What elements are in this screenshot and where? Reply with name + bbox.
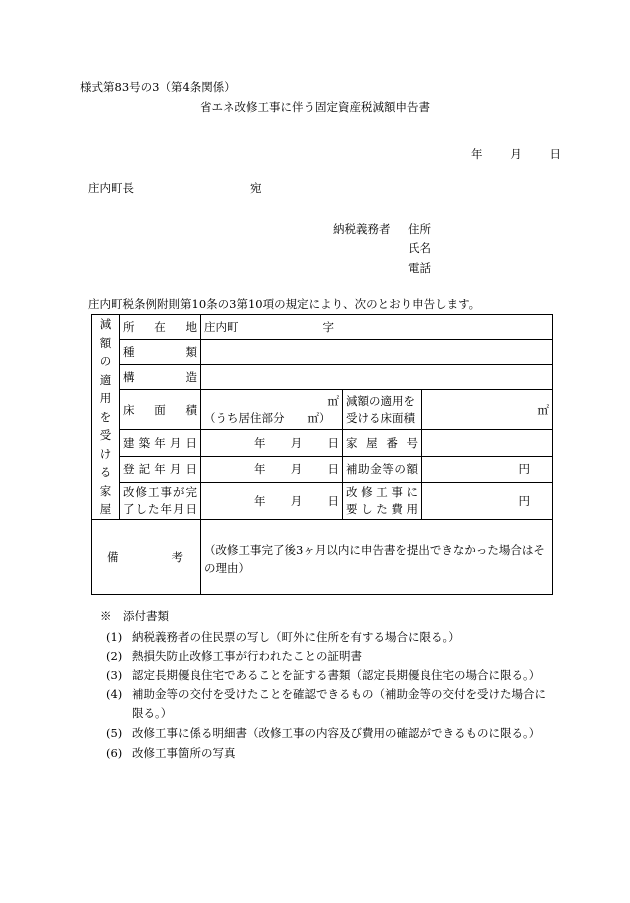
structure-label: 構 造	[120, 365, 201, 390]
intro-text: 庄内町税条例附則第10条の3第10項の規定により、次のとおり申告します。	[88, 297, 481, 311]
notes-label: 備 考	[92, 519, 201, 594]
attachments-label: ※ 添付書類	[100, 609, 169, 623]
house-number-field[interactable]	[422, 430, 553, 456]
cost-field[interactable]: 円	[422, 482, 553, 519]
completion-date-field[interactable]: 年 月 日	[201, 482, 343, 519]
attachment-item: (1) 納税義務者の住民票の写し（町外に住所を有する場合に限る。）	[106, 630, 460, 644]
floor-area-label: 床 面 積	[120, 390, 201, 430]
document-title: 省エネ改修工事に伴う固定資産税減額申告書	[200, 100, 430, 114]
property-side-label: 減 額 の 適 用 を 受 け る 家 屋	[92, 315, 120, 520]
notes-field[interactable]: （改修工事完了後3ヶ月以内に申告書を提出できなかった場合はその理由）	[201, 519, 553, 594]
type-label: 種 類	[120, 340, 201, 365]
date-line	[471, 146, 561, 162]
type-field[interactable]	[201, 340, 553, 365]
payer-label: 納税義務者	[333, 222, 391, 236]
cost-label: 改修工事に 要した費用	[343, 482, 422, 519]
location-field[interactable]	[201, 315, 553, 340]
attachment-item: (5) 改修工事に係る明細書（改修工事の内容及び費用の確認ができるものに限る。）	[106, 726, 541, 740]
payer-address-field[interactable]: 住所	[408, 222, 431, 236]
subsidy-label: 補助金等の額	[343, 456, 422, 482]
payer-name-field[interactable]: 氏名	[408, 241, 431, 255]
payer-phone-field[interactable]: 電話	[408, 261, 431, 275]
floor-area-field[interactable]: ㎡ （うち居住部分 ㎡）	[201, 390, 343, 430]
build-date-label: 建築年月日	[120, 430, 201, 456]
attachment-item: (3) 認定長期優良住宅であることを証する書類（認定長期優良住宅の場合に限る。）	[106, 668, 541, 682]
location-label: 所 在 地	[120, 315, 201, 340]
house-number-label: 家屋番号	[343, 430, 422, 456]
registration-date-label: 登記年月日	[120, 456, 201, 482]
property-table	[91, 314, 553, 595]
date-month[interactable]: 月	[510, 147, 522, 161]
subsidy-field[interactable]: 円	[422, 456, 553, 482]
completion-date-label: 改修工事が完 了した年月日	[120, 482, 201, 519]
attachment-item-continuation: 限る。）	[132, 706, 173, 720]
addressee-suffix: 宛	[250, 181, 262, 195]
date-year[interactable]: 年	[471, 147, 483, 161]
structure-field[interactable]	[201, 365, 553, 390]
attachment-item: (4) 補助金等の交付を受けたことを確認できるもの（補助金等の交付を受けた場合に	[106, 687, 546, 701]
location-town: 庄内町	[204, 320, 239, 335]
registration-date-field[interactable]: 年 月 日	[201, 456, 343, 482]
form-id: 様式第83号の3（第4条関係）	[80, 80, 236, 94]
date-day[interactable]: 日	[549, 147, 561, 161]
location-aza: 字	[322, 320, 334, 335]
build-date-field[interactable]: 年 月 日	[201, 430, 343, 456]
attachment-item: (6) 改修工事箇所の写真	[106, 746, 236, 760]
residential-area: （うち居住部分 ㎡）	[204, 410, 331, 425]
reduction-area-label: 減額の適用を 受ける床面積	[343, 390, 422, 430]
reduction-area-field[interactable]: ㎡	[422, 390, 553, 430]
attachment-item: (2) 熱損失防止改修工事が行われたことの証明書	[106, 649, 362, 663]
addressee-name: 庄内町長	[88, 181, 134, 195]
